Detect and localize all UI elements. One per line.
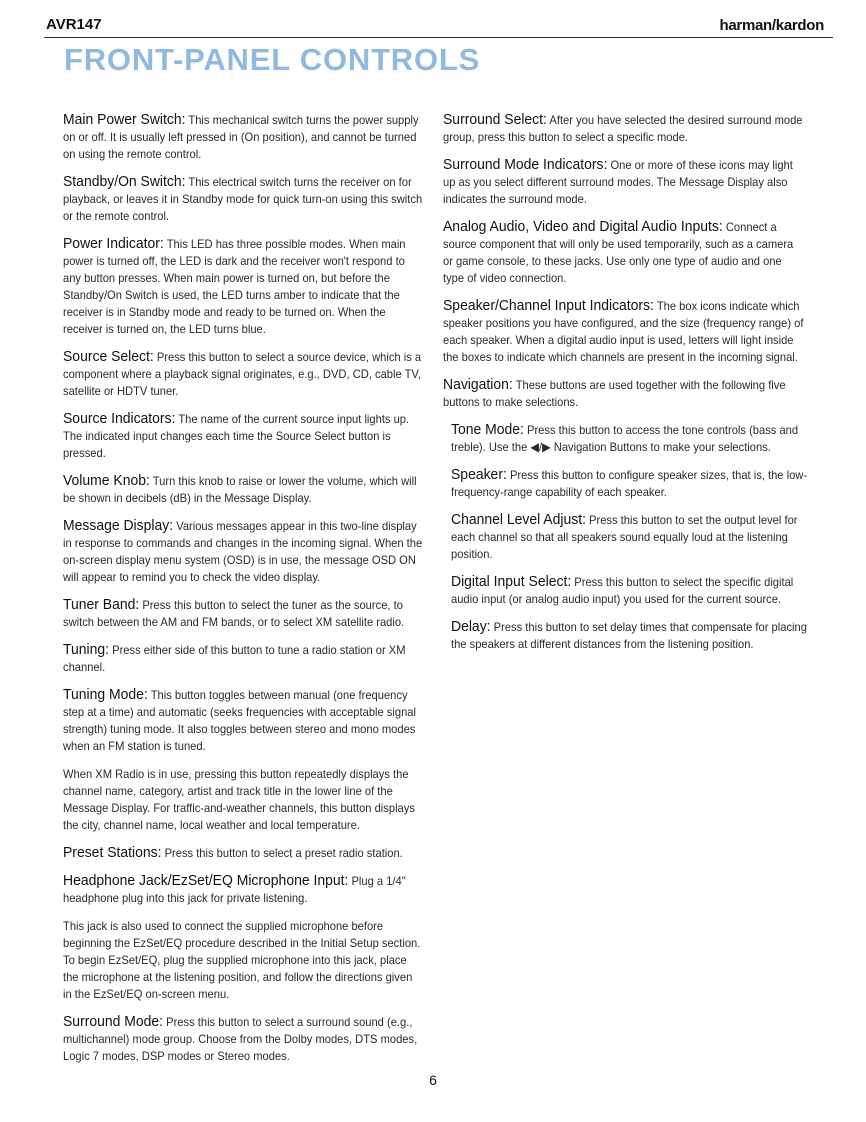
- entry-text-after: Navigation Buttons to make your selections.: [550, 440, 771, 454]
- entry-analog-digital-inputs: [443, 218, 804, 287]
- entry-term: Surround Mode Indicators:: [443, 156, 608, 173]
- entry-text: Press this button to select a preset radio station.: [161, 846, 403, 860]
- entry-surround-mode: [63, 1013, 424, 1065]
- entry-text: The name of the current source input lights up. The indicated input changes each time the Source Select button is pressed.: [63, 412, 410, 460]
- entry-term: Volume Knob:: [63, 472, 150, 489]
- entry-surround-mode-indicators: [443, 156, 804, 208]
- entry-speaker: [451, 466, 812, 501]
- entry-text: This jack is also used to connect the supplied microphone before beginning the EzSet/EQ procedure described in the Initial Setup section. To begin EzSet/EQ, plug the supplied microphone into this jack, place the microphone at the listening position, and follow the directions given in the EzSet/EQ on-screen menu.: [63, 919, 421, 1001]
- entry-volume-knob: [63, 472, 424, 507]
- entry-term: Headphone Jack/EzSet/EQ Microphone Input:: [63, 872, 349, 889]
- entry-tuning-mode: [63, 686, 424, 755]
- entry-term: Navigation:: [443, 376, 513, 393]
- page-number: 6: [429, 1072, 437, 1088]
- entry-text: Press either side of this button to tune a radio station or XM channel.: [63, 643, 406, 674]
- entry-source-select: [63, 348, 424, 400]
- entry-term: Surround Mode:: [63, 1013, 164, 1030]
- entry-term: Delay:: [451, 618, 491, 635]
- entry-text: Press this button to configure speaker sizes, that is, the low-frequency-range capability of each speaker.: [451, 468, 808, 499]
- page-title: FRONT-PANEL CONTROLS: [64, 42, 481, 77]
- entry-term: Power Indicator:: [63, 235, 164, 252]
- entry-term: Main Power Switch:: [63, 111, 186, 128]
- entry-text: Press this button to set delay times that compensate for placing the speakers at different distances from the listening position.: [451, 620, 807, 651]
- entry-term: Tuning:: [63, 641, 110, 658]
- entry-text: Various messages appear in this two-line display in response to commands and changes in the incoming signal. When the on-screen display menu system (OSD) is in use, the message OSD ON will appear to remind you to check the video display.: [63, 519, 423, 584]
- entry-text: When XM Radio is in use, pressing this button repeatedly displays the channel name, category, artist and track title in the lower line of the Message Display. For traffic-and-weather channels, this button displays the city, channel name, local weather and local temperature.: [63, 767, 415, 832]
- right-column: [443, 111, 808, 663]
- entry-text: Connect a source component that will only be used temporarily, such as a camera or game console, to these jacks. Use only one type of audio and one type of video connection.: [443, 220, 794, 285]
- entry-term: Surround Select:: [443, 111, 547, 128]
- entry-term: Source Indicators:: [63, 410, 176, 427]
- left-right-arrows-icon: ◀/▶: [530, 440, 551, 454]
- entry-text: This electrical switch turns the receiver on for playback, or leaves it in Standby mode for quick turn-on using this switch or the remote control.: [63, 175, 423, 223]
- entry-text: Press this button to select a source device, which is a component where a playback signal originates, e.g., DVD, CD, cable TV, satellite or HDTV tuner.: [63, 350, 422, 398]
- entry-navigation: [443, 376, 804, 411]
- entry-term: Preset Stations:: [63, 844, 162, 861]
- entry-term: Tuner Band:: [63, 596, 140, 613]
- entry-text: Press this button to select a surround sound (e.g., multichannel) mode group. Choose from the Dolby modes, DTS modes, Logic 7 modes, DSP modes or Stereo modes.: [63, 1015, 418, 1063]
- entry-tuner-band: [63, 596, 424, 631]
- entry-text: This mechanical switch turns the power supply on or off. It is usually left pressed in (On position), and cannot be turned on using the remote control.: [63, 113, 419, 161]
- entry-headphone-jack-ezset-note: [63, 917, 424, 1003]
- entry-term: Tuning Mode:: [63, 686, 148, 703]
- entry-text: Press this button to access the tone controls (bass and treble). Use the: [451, 423, 799, 454]
- model-label: AVR147: [46, 16, 102, 33]
- entry-digital-input-select: [451, 573, 812, 608]
- entry-text: This button toggles between manual (one frequency step at a time) and automatic (seeks frequencies with acceptable signal strength) tuning mode. It also toggles between stereo and mono modes when an FM station is tuned.: [63, 688, 416, 753]
- entry-surround-select: [443, 111, 804, 146]
- entry-text: The box icons indicate which speaker positions you have configured, and the size (frequency range) of each speaker. When a digital audio input is used, letters will light inside the boxes to indicate which channels are present in the incoming signal.: [443, 299, 804, 364]
- entry-tuning: [63, 641, 424, 676]
- entry-term: Speaker:: [451, 466, 507, 483]
- entry-power-indicator: [63, 235, 424, 338]
- entry-speaker-channel-indicators: [443, 297, 804, 366]
- entry-term: Source Select:: [63, 348, 154, 365]
- entry-term: Message Display:: [63, 517, 174, 534]
- entry-text: Plug a 1/4" headphone plug into this jack for private listening.: [63, 874, 406, 905]
- entry-term: Analog Audio, Video and Digital Audio Inputs:: [443, 218, 723, 235]
- entry-preset-stations: [63, 844, 424, 862]
- entry-tone-mode: [451, 421, 812, 456]
- entry-headphone-jack: [63, 872, 424, 907]
- entry-term: Digital Input Select:: [451, 573, 572, 590]
- entry-message-display: [63, 517, 424, 586]
- left-column: [63, 111, 423, 1075]
- entry-delay: [451, 618, 812, 653]
- entry-text: After you have selected the desired surround mode group, press this button to select a specific mode.: [443, 113, 803, 144]
- entry-term: Tone Mode:: [451, 421, 524, 438]
- header-rule: [44, 37, 833, 38]
- entry-main-power-switch: [63, 111, 424, 163]
- entry-source-indicators: [63, 410, 424, 462]
- entry-channel-level-adjust: [451, 511, 812, 563]
- entry-term: Speaker/Channel Input Indicators:: [443, 297, 654, 314]
- entry-text: One or more of these icons may light up as you select different surround modes. The Message Display also indicates the surround mode.: [443, 158, 793, 206]
- entry-term: Channel Level Adjust:: [451, 511, 586, 528]
- entry-text: This LED has three possible modes. When main power is turned off, the LED is dark and the receiver won't respond to any button presses. When main power is turned on, but before the Standby/On Switch is used, the LED turns amber to indicate that the receiver is in Standby mode and ready to be turned on. When the receiver is turned on, the LED turns blue.: [63, 237, 406, 336]
- entry-tuning-mode-xm-note: [63, 765, 424, 834]
- entry-text: Press this button to set the output level for each channel so that all speakers sound equally loud at the listening position.: [451, 513, 798, 561]
- entry-standby-on-switch: [63, 173, 424, 225]
- entry-term: Standby/On Switch:: [63, 173, 186, 190]
- brand-logo: harman/kardon: [719, 17, 824, 34]
- entry-text: These buttons are used together with the following five buttons to make selections.: [443, 378, 786, 409]
- entry-text: Press this button to select the specific digital audio input (or analog audio input) you used for the current source.: [451, 575, 794, 606]
- entry-text: Turn this knob to raise or lower the volume, which will be shown in decibels (dB) in the Message Display.: [63, 474, 417, 505]
- entry-text: Press this button to select the tuner as the source, to switch between the AM and FM bands, or to select XM satellite radio.: [63, 598, 405, 629]
